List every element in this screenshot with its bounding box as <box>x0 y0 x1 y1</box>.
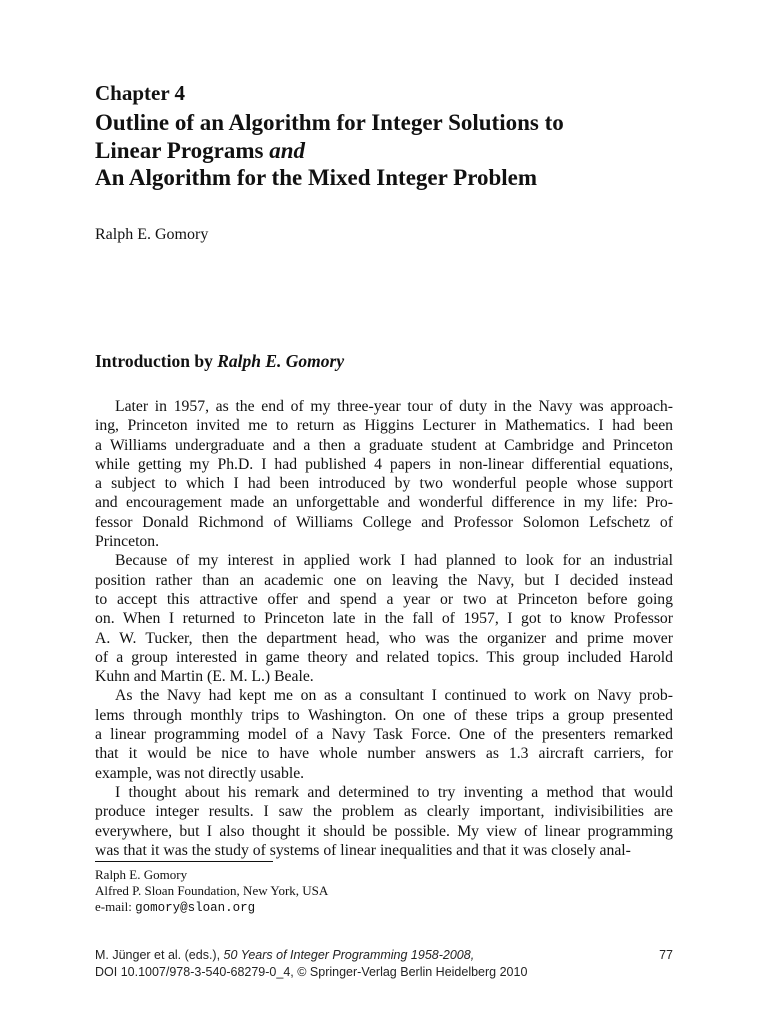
paragraph-line: fessor Donald Richmond of Williams College and Professor Solomon Lefschetz of <box>95 513 673 531</box>
page-footer <box>95 947 673 981</box>
author-footnote <box>95 867 328 916</box>
paragraph-line: I thought about his remark and determined to try inventing a method that would <box>115 783 673 801</box>
paragraph-line: As the Navy had kept me on as a consultant I continued to work on Navy prob- <box>115 687 673 705</box>
chapter-title-line-2 <box>95 137 715 165</box>
footer-book-title: 50 Years of Integer Programming 1958-2008, <box>223 948 475 962</box>
chapter-title-line-1: Outline of an Algorithm for Integer Solutions to <box>95 110 564 135</box>
paragraph-line: example, was not directly usable. <box>95 764 305 782</box>
chapter-author: Ralph E. Gomory <box>95 226 209 243</box>
paragraph-line: everywhere, but I also thought it should be possible. My view of linear programming <box>95 822 673 840</box>
paragraph-line: was that it was the study of systems of linear inequalities and that it was closely anal- <box>95 841 631 859</box>
paragraph-line: while getting my Ph.D. I had published 4 papers in non-linear differential equations, <box>95 455 673 473</box>
paragraph <box>95 551 673 686</box>
footnote-affiliation: Alfred P. Sloan Foundation, New York, USA <box>95 883 329 898</box>
section-heading-author: Ralph E. Gomory <box>217 351 345 371</box>
footnote-divider <box>95 861 273 862</box>
paragraph-line: ing, Princeton invited me to return as Higgins Lecturer in Mathematics. I had been <box>95 417 673 435</box>
section-heading <box>95 350 344 372</box>
paragraph-line: a linear programming model of a Navy Task Force. One of the presenters remarked <box>95 726 673 744</box>
paragraph-line: of a group interested in game theory and related topics. This group included Harold <box>95 648 673 666</box>
paragraph-line: a subject to which I had been introduced by two wonderful people whose support <box>95 475 673 493</box>
chapter-title-conjunction: and <box>269 137 305 163</box>
paragraph <box>95 686 673 782</box>
chapter-label: Chapter 4 <box>95 81 186 105</box>
paragraph-line: a Williams undergraduate and a then a graduate student at Cambridge and Princeton <box>95 436 673 454</box>
footnote-email-line <box>95 899 328 916</box>
paragraph-line: lems through monthly trips to Washington. On one of these trips a group presented <box>95 706 673 724</box>
chapter-title <box>95 109 715 192</box>
page-number: 77 <box>659 948 673 962</box>
paragraph-line: produce integer results. I saw the problem as clearly important, indivisibilities are <box>95 803 673 821</box>
paragraph-line: position rather than an academic one on leaving the Navy, but I decided instead <box>95 571 673 589</box>
paragraph-line: Later in 1957, as the end of my three-year tour of duty in the Navy was approach- <box>115 398 673 415</box>
paragraph-line: Kuhn and Martin (E. M. L.) Beale. <box>95 668 314 686</box>
paragraph-line: Because of my interest in applied work I had planned to look for an industrial <box>115 552 673 570</box>
footer-doi: DOI 10.1007/978-3-540-68279-0_4, © Springer-Verlag Berlin Heidelberg 2010 <box>95 965 528 979</box>
chapter-title-line-2-text: Linear Programs <box>95 137 264 163</box>
paragraph-line: that it would be nice to have whole number answers as 1.3 aircraft carriers, for <box>95 745 673 763</box>
body-text <box>95 397 673 860</box>
footer-citation-prefix: M. Jünger et al. (eds.), <box>95 948 221 962</box>
paragraph-line: and encouragement made an unforgettable and wonderful difference in my life: Pro- <box>95 494 673 512</box>
paragraph-line: to accept this attractive offer and spend a year or two at Princeton before going <box>95 590 673 608</box>
footnote-email-label: e-mail: <box>95 899 132 914</box>
paragraph-line: Princeton. <box>95 533 160 551</box>
paragraph-line: A. W. Tucker, then the department head, who was the organizer and prime mover <box>95 629 673 647</box>
paragraph-line: on. When I returned to Princeton late in the fall of 1957, I got to know Professor <box>95 610 673 628</box>
footnote-email-address[interactable]: gomory@sloan.org <box>135 901 256 915</box>
chapter-title-line-3: An Algorithm for the Mixed Integer Problem <box>95 165 538 190</box>
paragraph <box>95 397 673 551</box>
paragraph <box>95 783 673 860</box>
footer-citation <box>95 947 673 964</box>
section-heading-prefix: Introduction by <box>95 351 213 371</box>
footnote-name: Ralph E. Gomory <box>95 867 188 882</box>
